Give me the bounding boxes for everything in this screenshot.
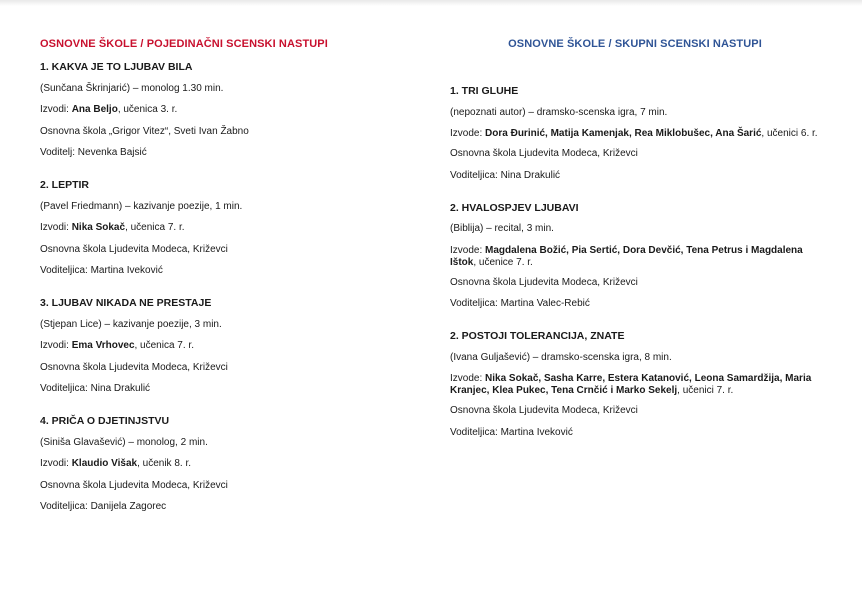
performance-school: Osnovna škola Ljudevita Modeca, Križevci [40, 479, 228, 491]
performance-performers [450, 245, 830, 269]
performance-source: (Biblija) – recital, 3 min. [450, 223, 554, 234]
performance-school: Osnovna škola „Grigor Vitez“, Sveti Ivan Žabno [40, 125, 249, 137]
performance-school: Osnovna škola Ljudevita Modeca, Križevci [450, 405, 638, 416]
performance-title: 4. PRIČA O DJETINJSTVU [40, 415, 170, 427]
performer-names: Nika Sokač, Sasha Karre, Estera Katanović, Leona Samardžija, Maria Kranjec, Klea Pukec, Tena Crnčić i Marko Sekelj [450, 373, 812, 396]
performance-mentor: Voditeljica: Martina Iveković [450, 426, 573, 438]
performance-mentor: Voditeljica: Nina Drakulić [450, 169, 561, 181]
performance-entry [40, 61, 420, 159]
performers-prefix: Izvodi: [40, 340, 72, 351]
performer-names: Magdalena Božić, Pia Sertić, Dora Devčić, Tena Petrus i Magdalena Ištok [450, 244, 803, 268]
performance-entry [450, 330, 830, 439]
performer-names: Klaudio Višak [71, 458, 138, 469]
performance-entry [40, 179, 420, 277]
performance-title: 2. LEPTIR [40, 179, 90, 191]
performers-prefix: Izvodi: [40, 458, 72, 469]
performers-suffix: , učenice 7. r. [473, 256, 533, 268]
performers-prefix: Izvodi: [40, 222, 72, 233]
section-heading-group: OSNOVNE ŠKOLE / SKUPNI SCENSKI NASTUPI [508, 38, 762, 50]
performance-title: 3. LJUBAV NIKADA NE PRESTAJE [40, 297, 212, 309]
performers-suffix: , učenik 8. r. [137, 458, 192, 469]
performer-names: Ana Beljo [71, 104, 118, 115]
performance-source: (Siniša Glavašević) – monolog, 2 min. [40, 436, 208, 448]
performance-entry [450, 202, 830, 311]
performance-title: 1. TRI GLUHE [450, 85, 519, 97]
performance-source: (nepoznati autor) – dramsko-scenska igra, 7 min. [450, 106, 668, 118]
performers-prefix: Izvodi: [40, 104, 72, 115]
performers-suffix: , učenica 7. r. [125, 222, 185, 233]
performance-title: 1. KAKVA JE TO LJUBAV BILA [40, 61, 193, 73]
performance-title: 2. HVALOSPJEV LJUBAVI [450, 201, 579, 214]
performance-performers [450, 128, 830, 140]
performance-mentor: Voditeljica: Danijela Zagorec [40, 501, 167, 512]
individual-performances-column [40, 38, 420, 533]
group-performances-column [450, 38, 830, 459]
page-top-shadow [0, 0, 862, 6]
performers-suffix: , učenici 6. r. [761, 128, 818, 139]
performers-suffix: , učenica 7. r. [134, 340, 194, 351]
performance-mentor: Voditeljica: Martina Valec-Rebić [450, 298, 590, 309]
performer-names: Nika Sokač [71, 222, 126, 233]
performance-performers [450, 373, 830, 397]
performance-performers [40, 222, 420, 234]
performance-mentor: Voditelj: Nevenka Bajsić [40, 147, 147, 158]
performance-entry [40, 415, 420, 513]
performers-prefix: Izvode: [450, 244, 486, 256]
performers-suffix: , učenici 7. r. [677, 385, 734, 396]
performance-source: (Sunčana Škrinjarić) – monolog 1.30 min. [40, 82, 224, 94]
performance-title: 2. POSTOJI TOLERANCIJA, ZNATE [450, 330, 625, 342]
performance-performers [40, 458, 420, 470]
performance-school: Osnovna škola Ljudevita Modeca, Križevci [40, 361, 228, 373]
performance-entry [450, 85, 830, 182]
performer-names: Dora Đurinić, Matija Kamenjak, Rea Miklobušec, Ana Šarić [485, 128, 762, 139]
performance-school: Osnovna škola Ljudevita Modeca, Križevci [450, 276, 638, 288]
performers-prefix: Izvode: [450, 373, 486, 384]
performers-suffix: , učenica 3. r. [117, 104, 178, 115]
performance-mentor: Voditeljica: Nina Drakulić [40, 383, 151, 394]
performance-mentor: Voditeljica: Martina Iveković [40, 265, 163, 276]
performance-source: (Ivana Guljašević) – dramsko-scenska igra, 8 min. [450, 351, 672, 363]
performer-names: Ema Vrhovec [71, 340, 135, 351]
performance-entry [40, 297, 420, 395]
performance-school: Osnovna škola Ljudevita Modeca, Križevci [450, 148, 638, 159]
performance-source: (Stjepan Lice) – kazivanje poezije, 3 min. [40, 318, 222, 330]
performance-performers [40, 104, 420, 116]
section-heading-individual: OSNOVNE ŠKOLE / POJEDINAČNI SCENSKI NASTUPI [40, 38, 328, 50]
performance-school: Osnovna škola Ljudevita Modeca, Križevci [40, 243, 228, 255]
performance-source: (Pavel Friedmann) – kazivanje poezije, 1 min. [40, 200, 243, 212]
performers-prefix: Izvode: [450, 128, 486, 139]
performance-performers [40, 340, 420, 352]
